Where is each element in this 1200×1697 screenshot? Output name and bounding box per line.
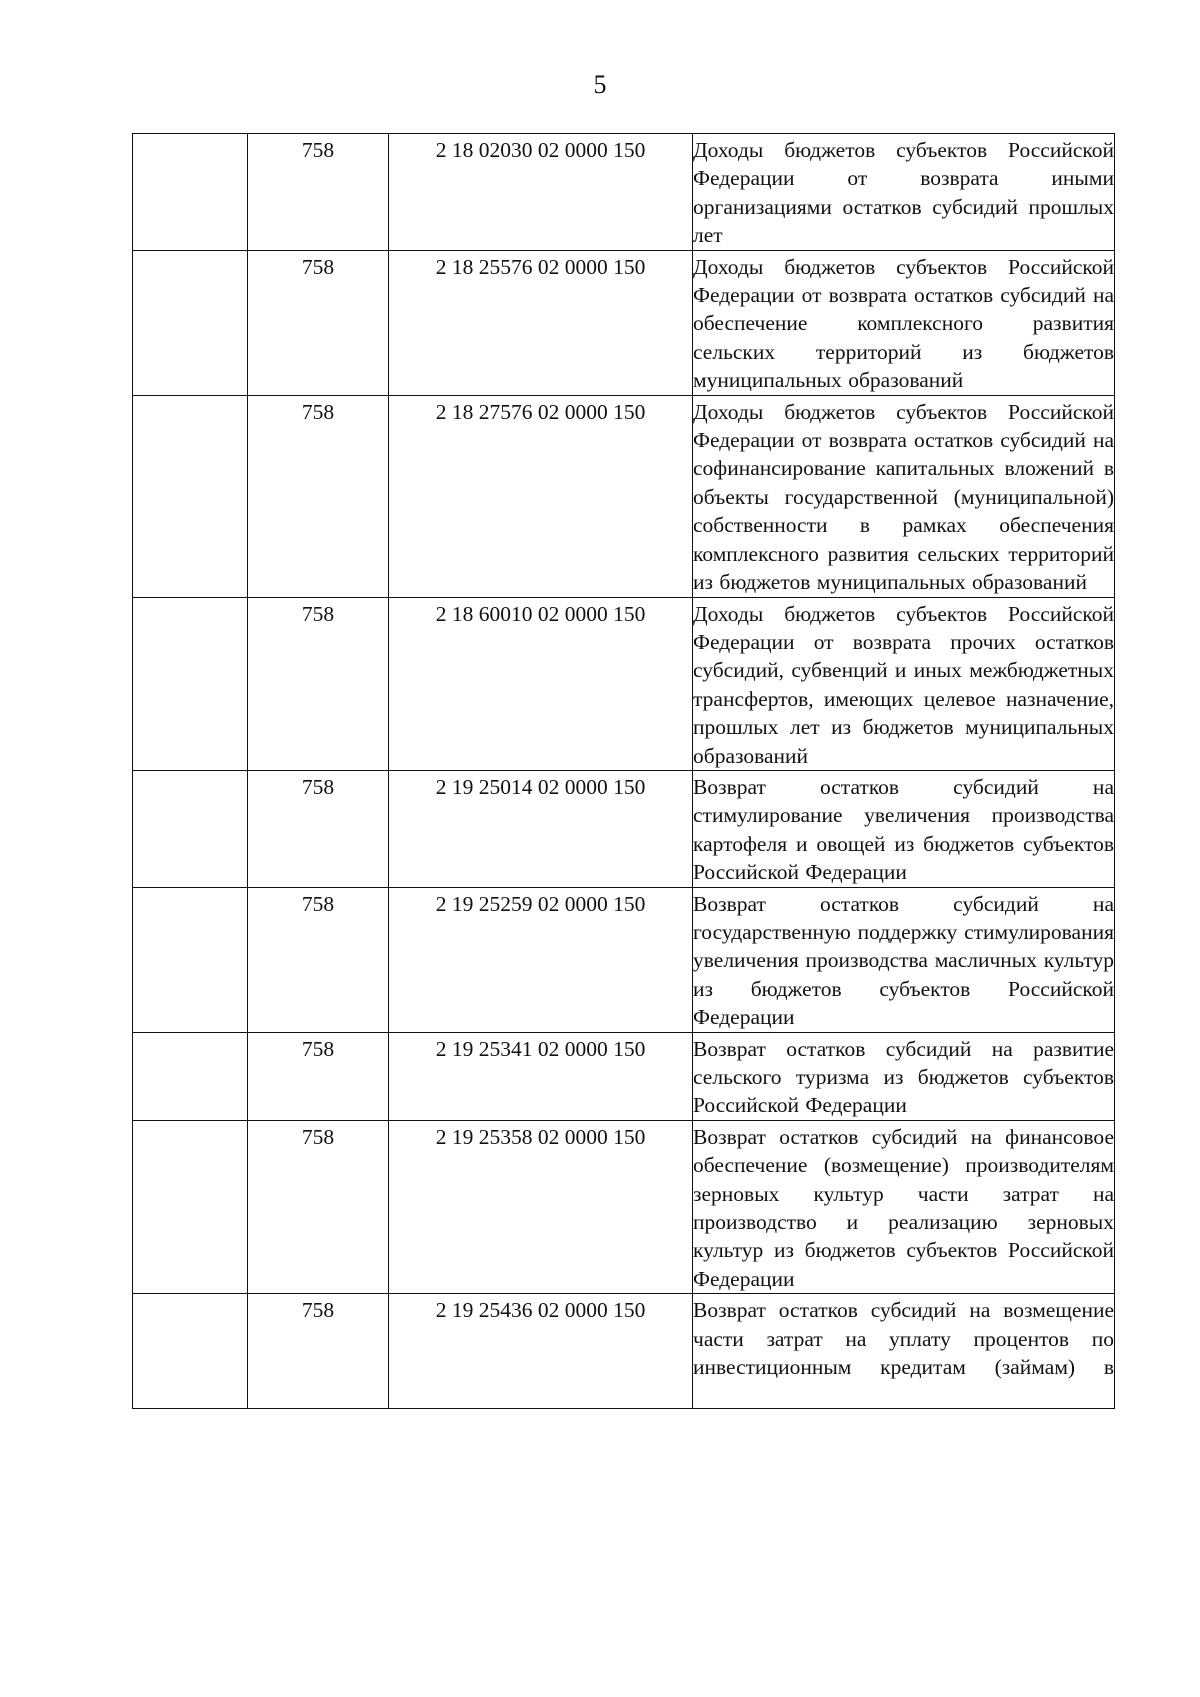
- empty-cell: [133, 770, 248, 887]
- admin-code-cell: 758: [248, 887, 389, 1032]
- budget-code-cell: 2 18 60010 02 0000 150: [389, 597, 693, 770]
- empty-cell: [133, 597, 248, 770]
- admin-code-cell: 758: [248, 1032, 389, 1120]
- budget-code-cell: 2 19 25014 02 0000 150: [389, 770, 693, 887]
- budget-codes-table-wrapper: [132, 133, 1114, 1409]
- table-row: [133, 395, 1115, 597]
- admin-code-cell: 758: [248, 250, 389, 395]
- description-cell: Возврат остатков субсидий на финансовое обеспечение (возмещение) производителям зерновых культур части затрат на производство и реализацию зерновых культур из бюджетов субъектов Российской Федерации: [693, 1120, 1115, 1293]
- empty-cell: [133, 134, 248, 251]
- table-row: [133, 1032, 1115, 1120]
- description-cell: Доходы бюджетов субъектов Российской Федерации от возврата иными организациями остатков субсидий прошлых лет: [693, 134, 1115, 251]
- description-cell: Доходы бюджетов субъектов Российской Федерации от возврата остатков субсидий на обеспечение комплексного развития сельских территорий из бюджетов муниципальных образований: [693, 250, 1115, 395]
- budget-codes-table: [132, 133, 1115, 1409]
- budget-code-cell: 2 19 25436 02 0000 150: [389, 1294, 693, 1409]
- admin-code-cell: 758: [248, 770, 389, 887]
- empty-cell: [133, 887, 248, 1032]
- empty-cell: [133, 250, 248, 395]
- empty-cell: [133, 1120, 248, 1293]
- description-cell: Возврат остатков субсидий на развитие сельского туризма из бюджетов субъектов Российской Федерации: [693, 1032, 1115, 1120]
- table-row: [133, 887, 1115, 1032]
- table-row: [133, 597, 1115, 770]
- admin-code-cell: 758: [248, 1294, 389, 1409]
- description-cell: Доходы бюджетов субъектов Российской Федерации от возврата прочих остатков субсидий, субвенций и иных межбюджетных трансфертов, имеющих целевое назначение, прошлых лет из бюджетов муниципальных образований: [693, 597, 1115, 770]
- table-row: [133, 1294, 1115, 1409]
- budget-code-cell: 2 19 25259 02 0000 150: [389, 887, 693, 1032]
- admin-code-cell: 758: [248, 1120, 389, 1293]
- admin-code-cell: 758: [248, 597, 389, 770]
- table-row: [133, 134, 1115, 251]
- budget-code-cell: 2 18 27576 02 0000 150: [389, 395, 693, 597]
- description-cell: Возврат остатков субсидий на государственную поддержку стимулирования увеличения производства масличных культур из бюджетов субъектов Российской Федерации: [693, 887, 1115, 1032]
- budget-code-cell: 2 18 02030 02 0000 150: [389, 134, 693, 251]
- description-cell: Возврат остатков субсидий на стимулирование увеличения производства картофеля и овощей из бюджетов субъектов Российской Федерации: [693, 770, 1115, 887]
- empty-cell: [133, 395, 248, 597]
- admin-code-cell: 758: [248, 134, 389, 251]
- table-row: [133, 770, 1115, 887]
- description-cell: Доходы бюджетов субъектов Российской Федерации от возврата остатков субсидий на софинансирование капитальных вложений в объекты государственной (муниципальной) собственности в рамках обеспечения комплексного развития сельских территорий из бюджетов муниципальных образований: [693, 395, 1115, 597]
- admin-code-cell: 758: [248, 395, 389, 597]
- table-row: [133, 1120, 1115, 1293]
- budget-code-cell: 2 18 25576 02 0000 150: [389, 250, 693, 395]
- budget-code-cell: 2 19 25358 02 0000 150: [389, 1120, 693, 1293]
- page-number: 5: [593, 70, 607, 99]
- description-cell: Возврат остатков субсидий на возмещение части затрат на уплату процентов по инвестиционным кредитам (займам) в: [693, 1294, 1115, 1409]
- empty-cell: [133, 1294, 248, 1409]
- table-row: [133, 250, 1115, 395]
- budget-code-cell: 2 19 25341 02 0000 150: [389, 1032, 693, 1120]
- empty-cell: [133, 1032, 248, 1120]
